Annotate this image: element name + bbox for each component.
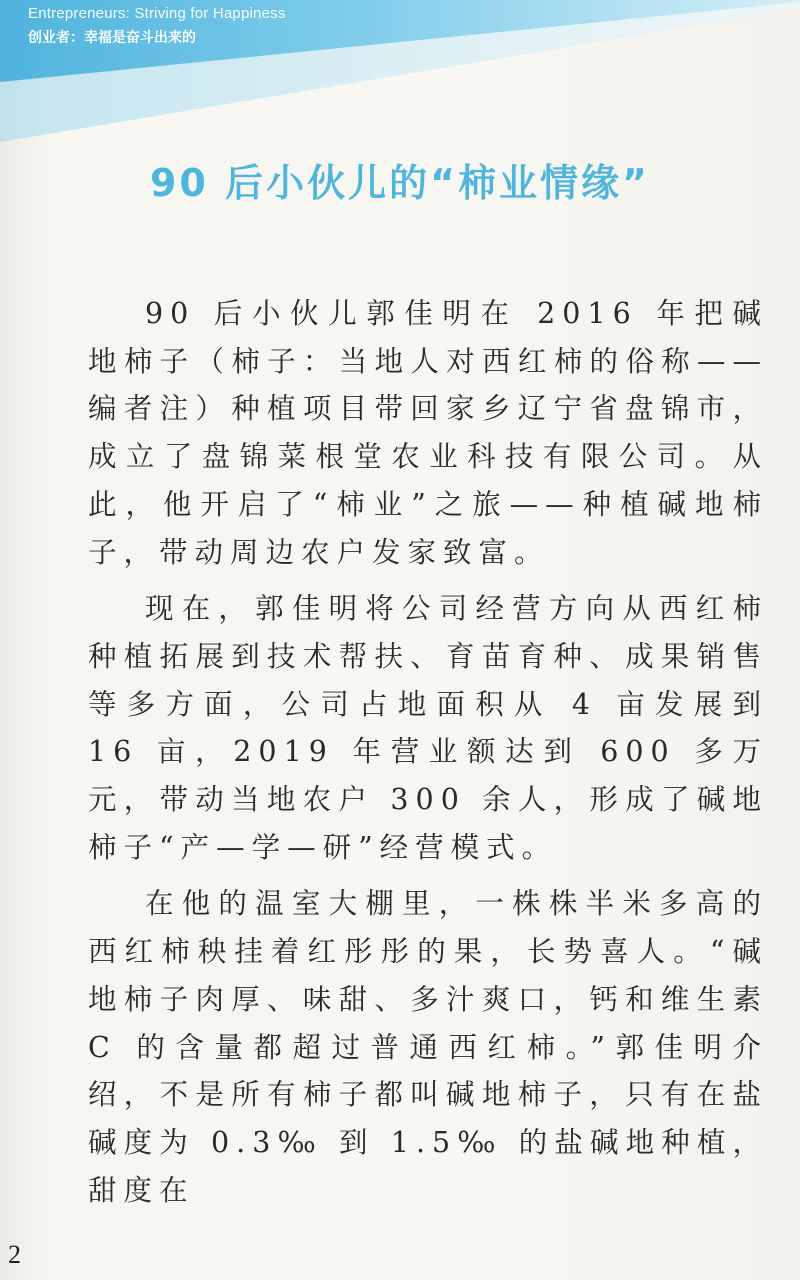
paragraph-2: 现在，郭佳明将公司经营方向从西红柿种植拓展到技术帮扶、育苗育种、成果销售等多方面，公司占地面积从 4 亩发展到 16 亩，2019 年营业额达到 600 多万元，带动当地农户 300 余人，形成了碱地柿子“产—学—研”经营模式。 [88,592,768,864]
running-header-chinese: 创业者：幸福是奋斗出来的 [28,30,196,46]
running-header-english: Entrepreneurs: Striving for Happiness [28,5,286,22]
paragraph-1: 90 后小伙儿郭佳明在 2016 年把碱地柿子（柿子：当地人对西红柿的俗称——编者注）种植项目带回家乡辽宁省盘锦市，成立了盘锦菜根堂农业科技有限公司。从此，他开启了“柿业”之旅——种植碱地柿子，带动周边农户发家致富。 [88,297,768,569]
page-number: 2 [8,1240,21,1269]
article-title: 90 后小伙儿的“柿业情缘” [149,161,651,205]
header-band [0,0,800,150]
article-body [88,290,768,1223]
paragraph-3: 在他的温室大棚里，一株株半米多高的西红柿秧挂着红彤彤的果，长势喜人。“碱地柿子肉厚、味甜、多汁爽口，钙和维生素 C 的含量都超过普通西红柿。”郭佳明介绍，不是所有柿子都叫碱地柿子，只有在盐碱度为 0.3‰ 到 1.5‰ 的盐碱地种植，甜度在 [88,887,768,1207]
